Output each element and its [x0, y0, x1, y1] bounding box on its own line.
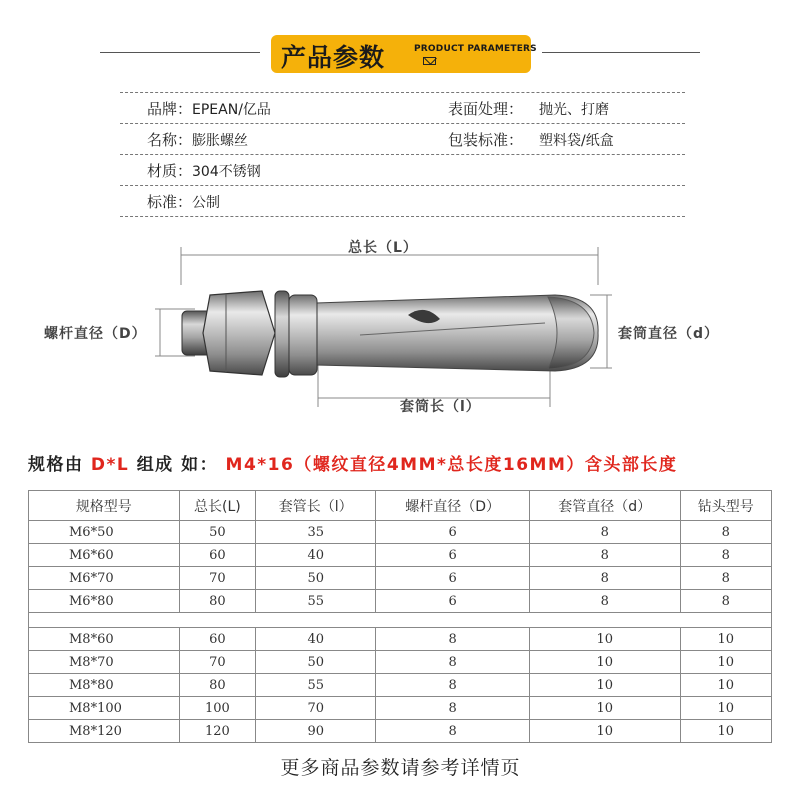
cell-total-length: 80 — [179, 674, 256, 697]
header-rule-left — [100, 52, 260, 53]
label-bolt-diameter: 螺杆直径（D） — [44, 326, 147, 342]
cell-drill-size: 8 — [680, 544, 771, 567]
param-value: EPEAN/亿品 — [192, 102, 271, 118]
cell-drill-size: 10 — [680, 720, 771, 743]
table-row — [29, 521, 772, 544]
hex-nut — [203, 291, 275, 375]
param-divider — [120, 185, 685, 186]
cell-bolt-diameter: 8 — [376, 697, 530, 720]
spec-dl: D*L — [90, 455, 130, 475]
param-label: 材质： — [147, 162, 193, 180]
cell-bolt-diameter: 8 — [376, 720, 530, 743]
param-value: 抛光、打磨 — [539, 102, 610, 118]
label-sleeve-length: 套筒长（l） — [400, 399, 481, 415]
col-header: 总长(L) — [179, 491, 256, 521]
table-row — [29, 651, 772, 674]
header-rule-right — [542, 52, 700, 53]
param-standard — [147, 191, 220, 212]
param-surface — [448, 98, 609, 119]
cell-drill-size: 10 — [680, 628, 771, 651]
cell-drill-size: 8 — [680, 521, 771, 544]
param-label: 品牌： — [147, 100, 193, 118]
cell-sleeve-length: 40 — [256, 628, 376, 651]
table-row — [29, 544, 772, 567]
cell-sleeve-length: 50 — [256, 651, 376, 674]
cell-bolt-diameter: 6 — [376, 567, 530, 590]
cell-bolt-diameter: 6 — [376, 544, 530, 567]
param-divider — [120, 92, 685, 93]
cell-drill-size: 8 — [680, 567, 771, 590]
spacer-cell — [29, 613, 772, 628]
table-row — [29, 674, 772, 697]
cell-total-length: 120 — [179, 720, 256, 743]
col-header: 套管直径（d） — [529, 491, 680, 521]
param-name — [147, 129, 248, 150]
cell-sleeve-diameter: 10 — [529, 651, 680, 674]
cell-sleeve-diameter: 10 — [529, 674, 680, 697]
cell-bolt-diameter: 6 — [376, 521, 530, 544]
param-value: 塑料袋/纸盒 — [539, 133, 614, 149]
cell-total-length: 70 — [179, 567, 256, 590]
cell-model: M6*70 — [29, 567, 180, 590]
cell-sleeve-diameter: 10 — [529, 628, 680, 651]
spring-washer — [275, 291, 289, 377]
param-divider — [120, 154, 685, 155]
cell-bolt-diameter: 6 — [376, 590, 530, 613]
cell-model: M8*120 — [29, 720, 180, 743]
cell-drill-size: 10 — [680, 697, 771, 720]
cell-drill-size: 10 — [680, 674, 771, 697]
param-value: 公制 — [192, 195, 221, 211]
param-material — [147, 160, 261, 181]
param-label: 包装标准： — [448, 131, 524, 149]
param-label: 表面处理： — [448, 100, 524, 118]
cell-sleeve-length: 50 — [256, 567, 376, 590]
param-divider — [120, 216, 685, 217]
cell-model: M8*70 — [29, 651, 180, 674]
envelope-icon — [423, 57, 436, 65]
section-title: 产品参数 — [281, 43, 386, 72]
param-label: 名称： — [147, 131, 193, 149]
header-badge — [271, 35, 537, 73]
cell-model: M8*80 — [29, 674, 180, 697]
cell-total-length: 80 — [179, 590, 256, 613]
col-header: 螺杆直径（D） — [376, 491, 530, 521]
cell-sleeve-length: 55 — [256, 590, 376, 613]
cell-sleeve-length: 40 — [256, 544, 376, 567]
param-divider — [120, 123, 685, 124]
param-packaging — [448, 129, 614, 150]
cell-total-length: 100 — [179, 697, 256, 720]
cell-drill-size: 8 — [680, 590, 771, 613]
param-brand — [147, 98, 271, 119]
cell-bolt-diameter: 8 — [376, 651, 530, 674]
col-header: 套管长（l） — [256, 491, 376, 521]
cell-model: M8*100 — [29, 697, 180, 720]
cell-total-length: 50 — [179, 521, 256, 544]
cell-model: M6*60 — [29, 544, 180, 567]
cell-sleeve-diameter: 10 — [529, 697, 680, 720]
label-sleeve-diameter: 套筒直径（d） — [618, 326, 720, 342]
cell-total-length: 60 — [179, 544, 256, 567]
flat-washer — [289, 295, 317, 375]
table-row — [29, 628, 772, 651]
col-header: 钻头型号 — [680, 491, 771, 521]
cell-bolt-diameter: 8 — [376, 674, 530, 697]
spec-description — [28, 450, 677, 475]
param-value: 膨胀螺丝 — [192, 133, 249, 149]
cell-model: M6*50 — [29, 521, 180, 544]
cell-total-length: 60 — [179, 628, 256, 651]
col-header: 规格型号 — [29, 491, 180, 521]
spec-mid: 组成 如： — [136, 455, 219, 475]
cell-bolt-diameter: 8 — [376, 628, 530, 651]
cell-sleeve-length: 55 — [256, 674, 376, 697]
spec-prefix: 规格由 — [28, 455, 84, 475]
table-row — [29, 590, 772, 613]
param-value: 304不锈钢 — [192, 164, 261, 180]
cell-sleeve-diameter: 8 — [529, 521, 680, 544]
label-total-length: 总长（L） — [348, 240, 418, 256]
cell-sleeve-length: 70 — [256, 697, 376, 720]
spec-table — [28, 490, 772, 743]
cell-sleeve-diameter: 8 — [529, 590, 680, 613]
cell-model: M6*80 — [29, 590, 180, 613]
param-label: 标准： — [147, 193, 193, 211]
cell-model: M8*60 — [29, 628, 180, 651]
footer-note: 更多商品参数请参考详情页 — [280, 757, 521, 779]
spec-example: M4*16（螺纹直径4MM*总长度16MM）含头部长度 — [225, 455, 678, 475]
cell-sleeve-length: 35 — [256, 521, 376, 544]
cell-total-length: 70 — [179, 651, 256, 674]
section-subtitle: PRODUCT PARAMETERS — [414, 44, 537, 54]
table-spacer-row — [29, 613, 772, 628]
cell-sleeve-diameter: 8 — [529, 544, 680, 567]
table-header-row — [29, 491, 772, 521]
table-row — [29, 720, 772, 743]
cell-sleeve-length: 90 — [256, 720, 376, 743]
cell-drill-size: 10 — [680, 651, 771, 674]
table-row — [29, 567, 772, 590]
cell-sleeve-diameter: 10 — [529, 720, 680, 743]
table-row — [29, 697, 772, 720]
cell-sleeve-diameter: 8 — [529, 567, 680, 590]
